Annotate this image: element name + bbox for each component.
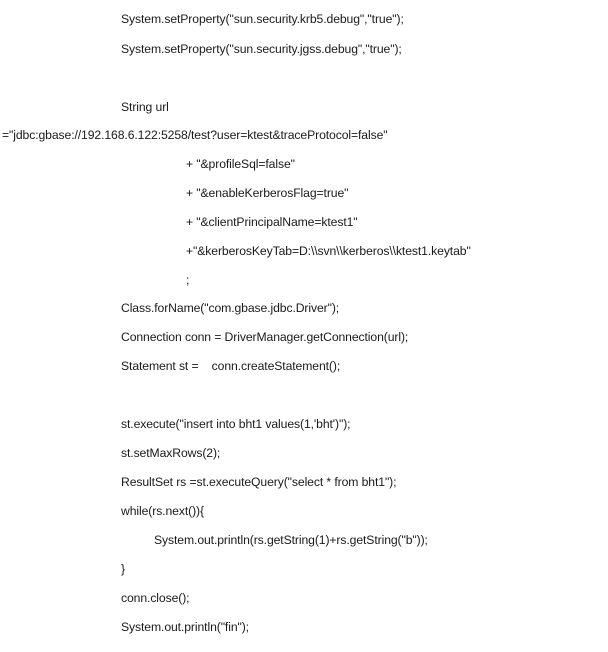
- code-line-string-url: String url: [121, 100, 169, 114]
- code-line-execute-insert: st.execute("insert into bht1 values(1,'bht')");: [121, 417, 351, 431]
- code-line-get-connection: Connection conn = DriverManager.getConnection(url);: [121, 330, 409, 344]
- code-line-conn-close: conn.close();: [121, 591, 190, 605]
- code-line-create-statement: Statement st = conn.createStatement();: [121, 359, 341, 373]
- code-line-jdbc-url: ="jdbc:gbase://192.168.6.122:5258/test?user=ktest&traceProtocol=false": [2, 128, 388, 142]
- code-line-println-fin: System.out.println("fin");: [121, 620, 249, 634]
- code-line-enable-kerberos: + "&enableKerberosFlag=true": [186, 186, 349, 200]
- code-line-profile-sql: + "&profileSql=false": [186, 157, 295, 171]
- code-line-class-forname: Class.forName("com.gbase.jdbc.Driver");: [121, 301, 340, 315]
- code-line-set-krb5-debug: System.setProperty("sun.security.krb5.debug","true");: [121, 12, 404, 26]
- code-line-while-loop: while(rs.next()){: [121, 504, 204, 518]
- code-line-kerberos-keytab: +"&kerberosKeyTab=D:\\svn\\kerberos\\ktest1.keytab": [186, 244, 471, 258]
- code-line-println-result: System.out.println(rs.getString(1)+rs.getString("b"));: [154, 533, 428, 547]
- code-line-semicolon: ;: [186, 273, 190, 287]
- code-line-close-brace: }: [121, 562, 125, 576]
- code-line-execute-query: ResultSet rs =st.executeQuery("select * from bht1");: [121, 475, 397, 489]
- code-line-client-principal: + "&clientPrincipalName=ktest1": [186, 215, 358, 229]
- code-line-set-max-rows: st.setMaxRows(2);: [121, 446, 221, 460]
- code-line-set-jgss-debug: System.setProperty("sun.security.jgss.debug","true");: [121, 42, 402, 56]
